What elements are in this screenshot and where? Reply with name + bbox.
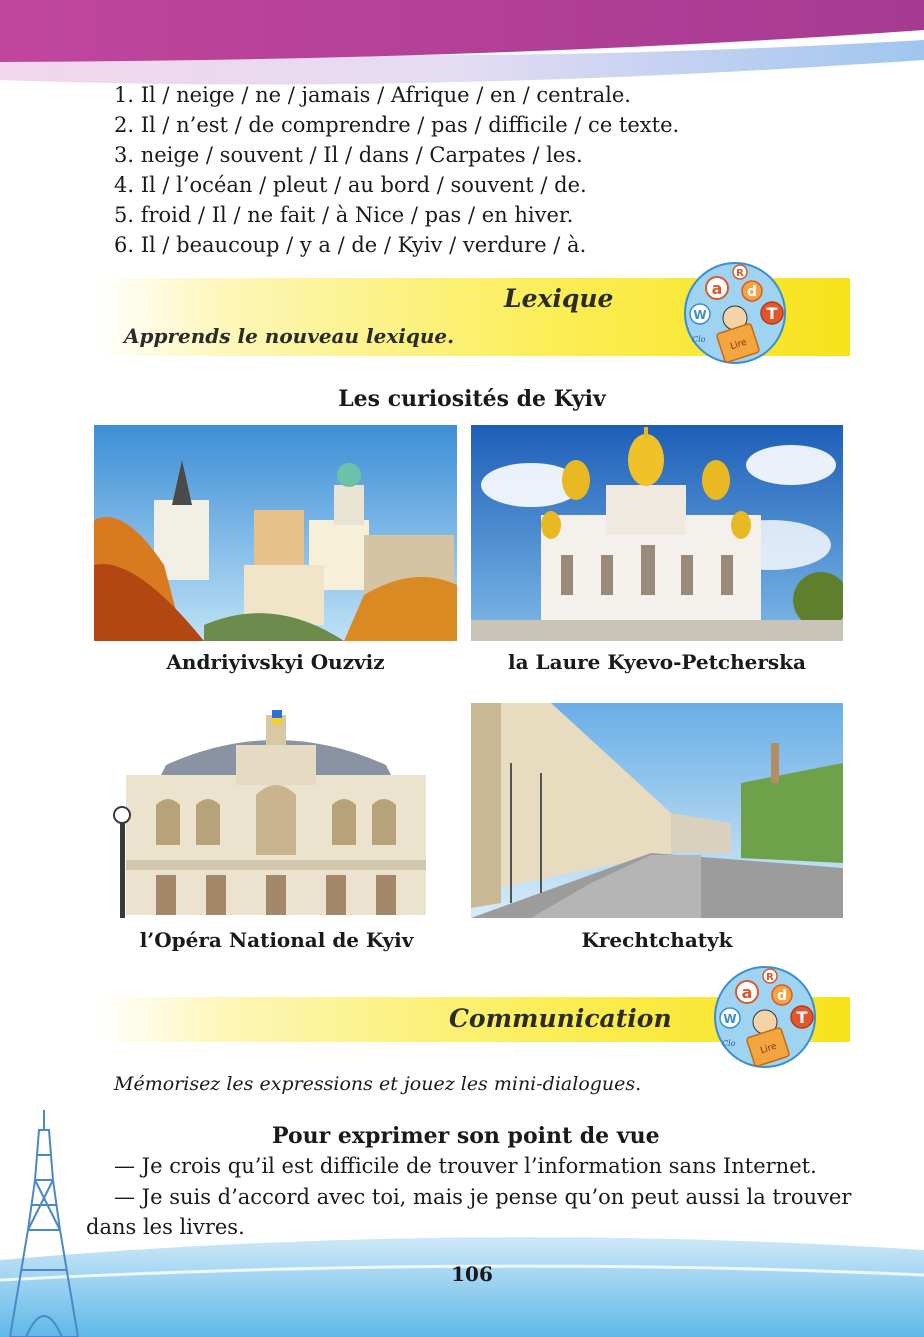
lexique-subtitle: Apprends le nouveau lexique. (124, 324, 455, 348)
dialog-line: — Je suis d’accord avec toi, mais je pense qu’on peut aussi la trouver (114, 1185, 852, 1209)
mascot-letter: W (693, 308, 707, 322)
exercise-item: 4. Il / l’océan / pleut / au bord / souvent / de. (114, 173, 587, 197)
photo-caption: Andriyivskyi Ouzviz (166, 650, 385, 674)
page-number: 106 (451, 1262, 493, 1286)
curiosites-heading: Les curiosités de Kyiv (338, 386, 606, 412)
mascot-letter: T (766, 304, 778, 323)
photo-andriyivskyi-ouzviz (94, 425, 457, 641)
mascot-signature: Clo (692, 335, 706, 344)
photo-laure-kyevo-petcherska (471, 425, 843, 641)
exercise-list (114, 80, 679, 260)
mascot-letter: W (723, 1012, 737, 1026)
mascot-letter: R (736, 268, 744, 279)
photo-opera-national (96, 705, 457, 918)
exercise-item: 2. Il / n’est / de comprendre / pas / difficile / ce texte. (114, 113, 680, 137)
photo-caption: l’Opéra National de Kyiv (139, 928, 414, 952)
communication-title: Communication (449, 1004, 672, 1033)
mascot-letter: d (776, 988, 788, 1004)
mascot-communication-icon (710, 962, 820, 1072)
mascot-letter: a (711, 279, 723, 298)
communication-instruction: Mémorisez les expressions et jouez les mini-dialogues. (114, 1073, 642, 1095)
exercise-item: 5. froid / Il / ne fait / à Nice / pas / en hiver. (114, 203, 574, 227)
exercise-item: 1. Il / neige / ne / jamais / Afrique / en / centrale. (114, 83, 631, 107)
mascot-book-label: Lire (729, 337, 749, 353)
dialog-line: — Je crois qu’il est difficile de trouver l’information sans Internet. (114, 1154, 817, 1178)
exercise-item: 3. neige / souvent / Il / dans / Carpates / les. (114, 143, 583, 167)
dialog-line: dans les livres. (86, 1215, 245, 1239)
mascot-signature: Clo (722, 1039, 736, 1048)
mascot-lexique-icon (680, 258, 790, 368)
exercise-item: 6. Il / beaucoup / y a / de / Kyiv / verdure / à. (114, 233, 587, 257)
lexique-title: Lexique (504, 284, 614, 313)
mascot-book-label: Lire (759, 1041, 779, 1057)
top-decorative-band (0, 0, 924, 90)
mascot-letter: a (741, 983, 753, 1002)
photo-caption: Krechtchatyk (581, 928, 733, 952)
photo-krechtchatyk (471, 703, 843, 918)
dialog-heading: Pour exprimer son point de vue (272, 1123, 660, 1149)
eiffel-tower-icon (8, 1110, 80, 1337)
mascot-letter: T (796, 1008, 808, 1027)
mascot-letter: d (746, 284, 758, 300)
mascot-letter: R (766, 972, 774, 983)
photo-caption: la Laure Kyevo-Petcherska (508, 650, 806, 674)
